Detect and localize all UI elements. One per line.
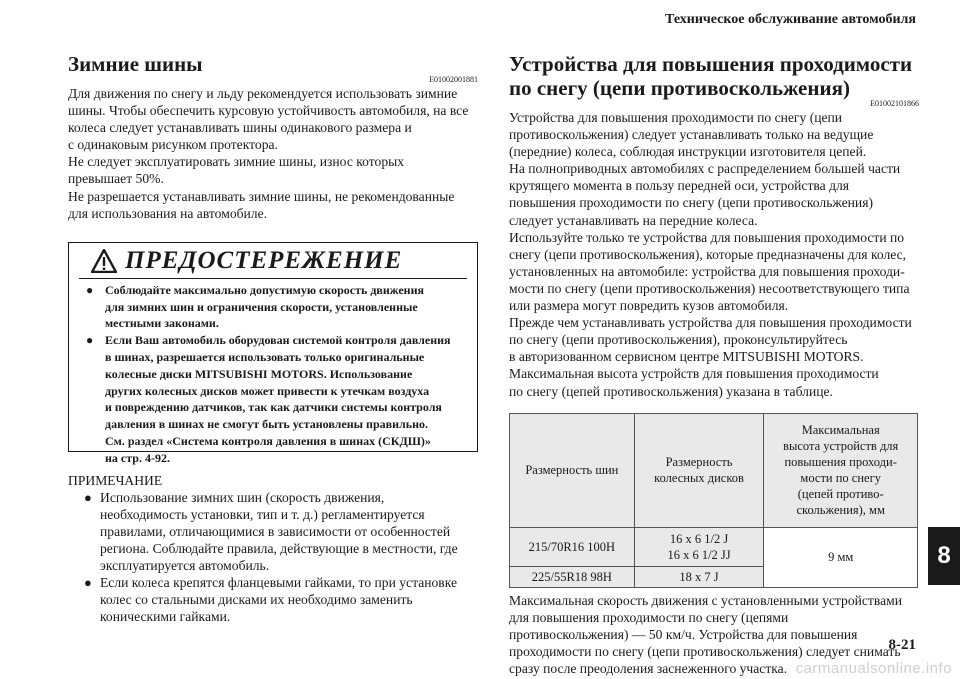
text-line: колесные диски MITSUBISHI MOTORS. Использование [105, 366, 413, 381]
wheel-size-cell [634, 566, 764, 587]
warning-triangle-icon [91, 249, 117, 273]
text-line: (передние) колеса, соблюдая инструкции изготовителя цепей. [509, 144, 867, 160]
warning-item [81, 282, 467, 332]
text-line: других колесных дисков может привести к утечкам воздуха [105, 383, 430, 398]
text-line: превышает 50%. [68, 171, 164, 187]
text-line: или размера могут повредить кузов автомобиля. [509, 298, 789, 314]
text-line: противоскольжения) — 50 км/ч. Устройства для повышения [509, 626, 858, 642]
text-line: следует устанавливать на передние колеса. [509, 212, 758, 228]
warning-list [81, 282, 467, 467]
watermark: carmanualsonline.info [795, 660, 952, 677]
header-wheel-size [634, 413, 764, 527]
text-line: с одинаковым рисунком протектора. [68, 137, 278, 153]
text-line: На полноприводных автомобилях с распределением большей части [509, 161, 901, 177]
text-line: колес со стальными дисками их необходимо заменить [100, 592, 413, 608]
text-line: для зимних шин и ограничения скорости, установленные [105, 299, 418, 314]
bullet-icon: ● [84, 489, 92, 505]
section-code: E01002101866 [870, 99, 919, 108]
text-line: противоскольжения) следует устанавливать только на ведущие [509, 127, 874, 143]
text-line: колеса следует устанавливать шины одинакового размера и [68, 120, 412, 136]
text-line: региона. Соблюдайте правила, действующие в местности, где [100, 541, 458, 557]
header-line: Размерность шин [525, 463, 619, 478]
text-line: крутящего момента в пользу передней оси, устройства для [509, 178, 850, 194]
text-line: местными законами. [105, 316, 219, 331]
text-line: и повреждению датчиков, так как датчики системы контроля [105, 400, 442, 415]
bullet-icon: ● [86, 333, 94, 348]
warning-divider [79, 278, 467, 279]
tire-size-cell: 225/55R18 98H [510, 566, 635, 587]
section-code: E01002001881 [429, 75, 478, 84]
table-row [510, 527, 918, 566]
text-line: См. раздел «Система контроля давления в шинах (СКДШ)» [105, 433, 431, 448]
text-line: Не разрешается устанавливать зимние шины, не рекомендованные [68, 188, 455, 204]
section-title-snow-chains [509, 52, 919, 100]
wheel-size-cell [634, 527, 764, 566]
running-header: Техническое обслуживание автомобиля [665, 12, 916, 27]
header-line: Максимальная [801, 423, 880, 438]
bullet-icon: ● [86, 282, 94, 297]
left-column [68, 52, 478, 626]
warning-header [91, 246, 477, 276]
cell-line: 16 x 6 1/2 J [669, 531, 729, 546]
bullet-icon: ● [84, 575, 92, 591]
text-line: правилами, отличающимися в зависимости от особенностей [100, 523, 451, 539]
text-line: шины. Чтобы обеспечить курсовую устойчивость автомобиля, на все [68, 103, 469, 119]
header-line: колесных дисков [654, 471, 744, 486]
header-line: мости по снегу [800, 471, 881, 486]
header-line: высота устройств для [783, 439, 899, 454]
text-line: сразу после преодоления заснеженного участка. [509, 660, 788, 676]
text-line: Максимальная скорость движения с установленными устройствами [509, 592, 903, 608]
winter-tires-text [68, 85, 478, 222]
text-line: мости по снегу (цепи противоскольжения) несоответствующего типа [509, 280, 910, 296]
section-title-winter-tires: Зимние шины [68, 52, 203, 76]
cell-line: 16 x 6 1/2 JJ [667, 547, 731, 562]
title-line: Устройства для повышения проходимости [509, 52, 913, 76]
text-line: в шинах, разрешается использовать только оригинальные [105, 349, 425, 364]
text-line: коническими гайками. [100, 609, 231, 625]
text-line: повышения проходимости по снегу (цепи противоскольжения) [509, 195, 873, 211]
text-line: Использование зимних шин (скорость движения, [100, 489, 385, 505]
header-line: Размерность [665, 455, 733, 470]
text-line: Не следует эксплуатировать зимние шины, износ которых [68, 154, 405, 170]
text-line: Используйте только те устройства для повышения проходимости по [509, 229, 905, 245]
text-line: давления в шинах не смогут быть установлены правильно. [105, 417, 428, 432]
text-line: Если колеса крепятся фланцевыми гайками, то при установке [100, 575, 458, 591]
text-line: установленных на автомобиле: устройства для повышения проходи- [509, 263, 905, 279]
text-line: в авторизованном сервисном центре MITSUBISHI MOTORS. [509, 349, 864, 365]
table-header-row [510, 413, 918, 527]
cell-line: 18 x 7 J [679, 569, 719, 584]
text-line: снегу (цепи противоскольжения), которые предназначены для колес, [509, 246, 907, 262]
warning-title: ПРЕДОСТЕРЕЖЕНИЕ [125, 246, 403, 274]
text-line: для использования на автомобиле. [68, 205, 268, 221]
header-line: повышения проходи- [784, 455, 897, 470]
warning-item [81, 332, 467, 466]
header-max-chain-height [764, 413, 918, 527]
header-line: скольжения), мм [796, 503, 885, 518]
title-line: по снегу (цепи противоскольжения) [509, 76, 850, 100]
chapter-tab: 8 [928, 527, 960, 585]
max-height-cell: 9 мм [764, 527, 918, 587]
text-line: Прежде чем устанавливать устройства для повышения проходимости [509, 315, 912, 331]
header-line: (цепей противо- [797, 487, 884, 502]
header-tire-size [510, 413, 635, 527]
text-line: по снегу (цепей противоскольжения) указана в таблице. [509, 383, 833, 399]
note-title: ПРИМЕЧАНИЕ [68, 472, 163, 488]
note-list [68, 489, 478, 626]
text-line: проходимости по снегу (цепи противоскольжения) следует снимать [509, 643, 901, 659]
snow-chains-text [509, 109, 919, 400]
page-number: 8-21 [888, 637, 916, 653]
note-item [68, 489, 478, 574]
chain-height-table [509, 413, 918, 588]
text-line: Для движения по снегу и льду рекомендуется использовать зимние [68, 86, 458, 101]
text-line: Если Ваш автомобиль оборудован системой контроля давления [105, 333, 451, 348]
text-line: Максимальная высота устройств для повышения проходимости [509, 366, 879, 382]
text-line: по снегу (цепи противоскольжения), проконсультируйтесь [509, 332, 848, 348]
note-item [68, 574, 478, 625]
text-line: для повышения проходимости по снегу (цепями [509, 609, 789, 625]
text-line: эксплуатируется автомобиль. [100, 558, 270, 574]
text-line: Соблюдайте максимально допустимую скорость движения [105, 282, 424, 297]
text-line: Устройства для повышения проходимости по снегу (цепи [509, 110, 843, 125]
warning-box [68, 242, 478, 465]
right-column [509, 52, 919, 677]
text-line: на стр. 4-92. [105, 450, 170, 465]
tire-size-cell: 215/70R16 100H [510, 527, 635, 566]
text-line: необходимость установки, тип и т. д.) регламентируется [100, 506, 425, 522]
